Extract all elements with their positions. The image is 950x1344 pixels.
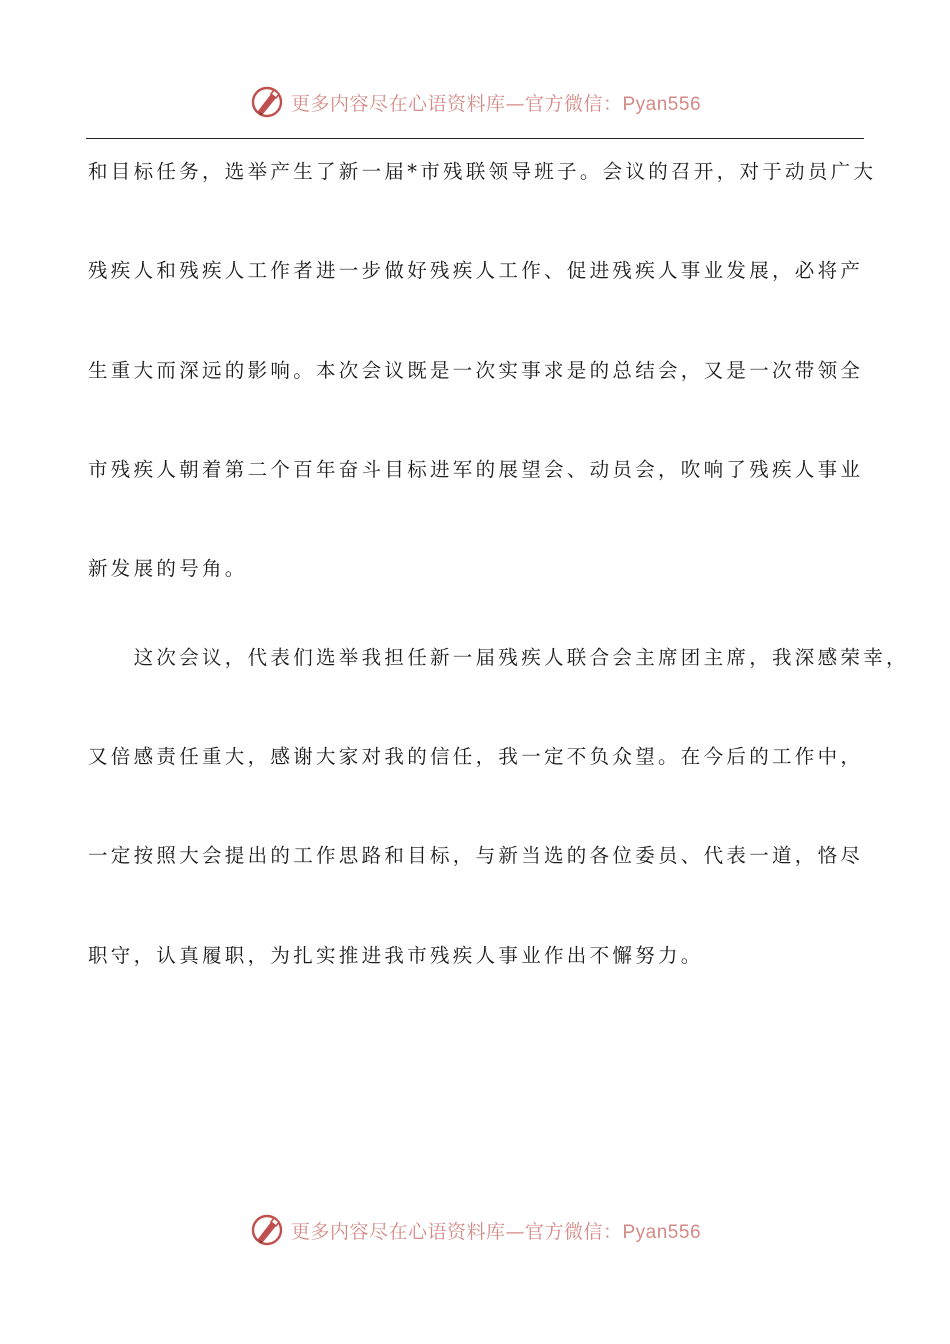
banner-main-text: 更多内容尽在心语资料库 (290, 1220, 506, 1243)
banner-text (291, 89, 701, 116)
body-line: 生重大而深远的影响。本次会议既是一次实事求是的总结会，又是一次带领全 (88, 359, 864, 382)
footer-banner (0, 1210, 950, 1250)
body-line: 一定按照大会提出的工作思路和目标，与新当选的各位委员、代表一道，恪尽 (88, 844, 864, 867)
banner-separator: — (505, 1220, 525, 1243)
header-divider (86, 138, 864, 139)
banner-wechat-id: Pyan556 (622, 93, 702, 115)
body-line: 残疾人和残疾人工作者进一步做好残疾人工作、促进残疾人事业发展，必将产 (88, 259, 864, 282)
body-line: 又倍感责任重大，感谢大家对我的信任，我一定不负众望。在今后的工作中， (88, 745, 864, 768)
body-line: 这次会议，代表们选举我担任新一届残疾人联合会主席团主席，我深感荣幸， (88, 646, 909, 669)
banner-wechat-label: 官方微信： (524, 92, 623, 115)
header-banner (0, 82, 950, 122)
body-line: 市残疾人朝着第二个百年奋斗目标进军的展望会、动员会，吹响了残疾人事业 (88, 458, 864, 481)
banner-text (291, 1217, 701, 1244)
body-line: 新发展的号角。 (88, 557, 248, 580)
banner-wechat-id: Pyan556 (622, 1221, 702, 1243)
banner-main-text: 更多内容尽在心语资料库 (290, 92, 506, 115)
banner-separator: — (505, 92, 525, 115)
pen-logo-icon (249, 1212, 285, 1248)
pen-logo-icon (249, 84, 285, 120)
body-line: 和目标任务，选举产生了新一届*市残联领导班子。会议的召开，对于动员广大 (88, 160, 877, 183)
body-line: 职守，认真履职，为扎实推进我市残疾人事业作出不懈努力。 (88, 944, 704, 967)
banner-wechat-label: 官方微信： (524, 1220, 623, 1243)
